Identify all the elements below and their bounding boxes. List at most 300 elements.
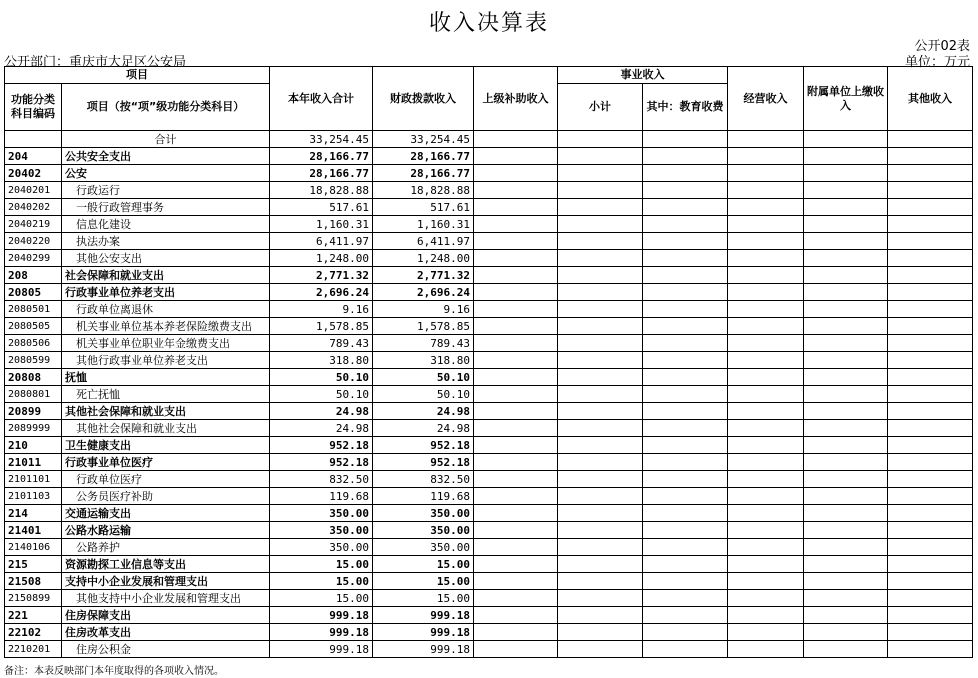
row-subtotal	[558, 267, 643, 284]
row-code: 208	[5, 267, 62, 284]
row-superior	[474, 352, 558, 369]
row-fiscal: 119.68	[373, 488, 474, 505]
row-affiliated	[804, 505, 888, 522]
row-superior	[474, 556, 558, 573]
row-operating	[728, 573, 804, 590]
row-subtotal	[558, 369, 643, 386]
row-affiliated	[804, 386, 888, 403]
row-code: 2040219	[5, 216, 62, 233]
row-code: 2089999	[5, 420, 62, 437]
row-subtotal	[558, 539, 643, 556]
row-affiliated	[804, 590, 888, 607]
row-edu	[643, 437, 728, 454]
row-affiliated	[804, 522, 888, 539]
row-subtotal	[558, 454, 643, 471]
row-operating	[728, 505, 804, 522]
row-total: 2,696.24	[270, 284, 373, 301]
row-name: 其他支持中小企业发展和管理支出	[62, 590, 270, 607]
row-name: 住房保障支出	[62, 607, 270, 624]
row-code: 214	[5, 505, 62, 522]
row-superior	[474, 335, 558, 352]
row-subtotal	[558, 216, 643, 233]
row-fiscal: 1,248.00	[373, 250, 474, 267]
row-edu	[643, 199, 728, 216]
row-total: 999.18	[270, 607, 373, 624]
row-other	[888, 216, 973, 233]
row-fiscal: 18,828.88	[373, 182, 474, 199]
table-row	[5, 233, 973, 250]
row-total: 1,248.00	[270, 250, 373, 267]
row-edu	[643, 250, 728, 267]
row-other	[888, 641, 973, 658]
row-superior	[474, 590, 558, 607]
row-affiliated	[804, 471, 888, 488]
row-total: 999.18	[270, 641, 373, 658]
row-name: 住房公积金	[62, 641, 270, 658]
table-row	[5, 505, 973, 522]
row-affiliated	[804, 556, 888, 573]
row-superior	[474, 369, 558, 386]
row-name: 公共安全支出	[62, 148, 270, 165]
row-edu	[643, 471, 728, 488]
row-edu	[643, 267, 728, 284]
row-fiscal: 999.18	[373, 624, 474, 641]
row-edu	[643, 369, 728, 386]
table-row	[5, 386, 973, 403]
row-name: 行政运行	[62, 182, 270, 199]
row-code: 2080505	[5, 318, 62, 335]
row-edu	[643, 454, 728, 471]
row-subtotal	[558, 284, 643, 301]
row-subtotal	[558, 437, 643, 454]
row-edu	[643, 386, 728, 403]
table-row	[5, 539, 973, 556]
row-subtotal	[558, 165, 643, 182]
row-affiliated	[804, 335, 888, 352]
row-operating	[728, 199, 804, 216]
row-operating	[728, 437, 804, 454]
row-total: 33,254.45	[270, 131, 373, 148]
row-affiliated	[804, 454, 888, 471]
row-affiliated	[804, 267, 888, 284]
row-subtotal	[558, 199, 643, 216]
row-code: 204	[5, 148, 62, 165]
row-code: 21401	[5, 522, 62, 539]
row-edu	[643, 624, 728, 641]
table-body	[5, 131, 973, 658]
row-subtotal	[558, 318, 643, 335]
row-edu	[643, 131, 728, 148]
row-operating	[728, 471, 804, 488]
row-operating	[728, 216, 804, 233]
row-affiliated	[804, 216, 888, 233]
row-edu	[643, 403, 728, 420]
table-row	[5, 403, 973, 420]
row-edu	[643, 488, 728, 505]
header-fiscal: 财政拨款收入	[373, 67, 474, 131]
row-affiliated	[804, 318, 888, 335]
row-total: 952.18	[270, 437, 373, 454]
row-total: 789.43	[270, 335, 373, 352]
row-total: 24.98	[270, 420, 373, 437]
row-affiliated	[804, 165, 888, 182]
row-name: 公路养护	[62, 539, 270, 556]
row-name: 公路水路运输	[62, 522, 270, 539]
row-code: 215	[5, 556, 62, 573]
row-superior	[474, 148, 558, 165]
row-subtotal	[558, 590, 643, 607]
row-subtotal	[558, 352, 643, 369]
row-total: 24.98	[270, 403, 373, 420]
table-row	[5, 318, 973, 335]
row-affiliated	[804, 131, 888, 148]
row-operating	[728, 556, 804, 573]
row-superior	[474, 131, 558, 148]
table-row	[5, 420, 973, 437]
row-superior	[474, 454, 558, 471]
row-superior	[474, 386, 558, 403]
row-operating	[728, 641, 804, 658]
row-code: 2080599	[5, 352, 62, 369]
row-other	[888, 352, 973, 369]
row-name: 行政事业单位医疗	[62, 454, 270, 471]
table-row	[5, 165, 973, 182]
row-name: 一般行政管理事务	[62, 199, 270, 216]
row-code: 2080506	[5, 335, 62, 352]
row-code: 2150899	[5, 590, 62, 607]
row-operating	[728, 420, 804, 437]
table-row	[5, 148, 973, 165]
row-total: 2,771.32	[270, 267, 373, 284]
row-edu	[643, 165, 728, 182]
header-code: 功能分类科目编码	[5, 84, 62, 131]
row-subtotal	[558, 573, 643, 590]
row-fiscal: 952.18	[373, 437, 474, 454]
row-operating	[728, 403, 804, 420]
row-superior	[474, 199, 558, 216]
row-fiscal: 350.00	[373, 505, 474, 522]
row-superior	[474, 250, 558, 267]
table-row	[5, 131, 973, 148]
row-other	[888, 131, 973, 148]
header-affiliated: 附属单位上缴收入	[804, 67, 888, 131]
row-total: 15.00	[270, 556, 373, 573]
row-other	[888, 250, 973, 267]
row-name: 行政事业单位养老支出	[62, 284, 270, 301]
row-operating	[728, 352, 804, 369]
row-other	[888, 573, 973, 590]
row-affiliated	[804, 301, 888, 318]
row-operating	[728, 318, 804, 335]
row-name: 住房改革支出	[62, 624, 270, 641]
table-row	[5, 454, 973, 471]
header-superior: 上级补助收入	[474, 67, 558, 131]
row-superior	[474, 539, 558, 556]
row-other	[888, 284, 973, 301]
row-total: 350.00	[270, 505, 373, 522]
row-other	[888, 505, 973, 522]
row-name: 支持中小企业发展和管理支出	[62, 573, 270, 590]
row-name: 机关事业单位基本养老保险缴费支出	[62, 318, 270, 335]
row-total: 832.50	[270, 471, 373, 488]
row-operating	[728, 590, 804, 607]
row-edu	[643, 284, 728, 301]
header-operating: 经营收入	[728, 67, 804, 131]
row-other	[888, 624, 973, 641]
row-other	[888, 471, 973, 488]
row-superior	[474, 165, 558, 182]
row-other	[888, 318, 973, 335]
row-code: 2140106	[5, 539, 62, 556]
row-total: 517.61	[270, 199, 373, 216]
row-superior	[474, 216, 558, 233]
form-code: 公开02表	[914, 39, 970, 54]
row-superior	[474, 624, 558, 641]
row-code: 210	[5, 437, 62, 454]
row-operating	[728, 131, 804, 148]
row-fiscal: 9.16	[373, 301, 474, 318]
row-subtotal	[558, 420, 643, 437]
row-fiscal: 15.00	[373, 573, 474, 590]
row-code	[5, 131, 62, 148]
row-fiscal: 28,166.77	[373, 148, 474, 165]
row-code: 221	[5, 607, 62, 624]
row-edu	[643, 216, 728, 233]
row-name: 其他社会保障和就业支出	[62, 420, 270, 437]
row-name: 机关事业单位职业年金缴费支出	[62, 335, 270, 352]
row-fiscal: 50.10	[373, 386, 474, 403]
row-total: 999.18	[270, 624, 373, 641]
table-row	[5, 335, 973, 352]
row-total: 350.00	[270, 522, 373, 539]
row-operating	[728, 148, 804, 165]
row-fiscal: 24.98	[373, 403, 474, 420]
row-fiscal: 350.00	[373, 539, 474, 556]
row-operating	[728, 335, 804, 352]
row-operating	[728, 233, 804, 250]
row-other	[888, 199, 973, 216]
row-fiscal: 6,411.97	[373, 233, 474, 250]
row-total: 350.00	[270, 539, 373, 556]
row-fiscal: 999.18	[373, 607, 474, 624]
row-superior	[474, 607, 558, 624]
table-row	[5, 182, 973, 199]
row-total: 1,160.31	[270, 216, 373, 233]
row-edu	[643, 352, 728, 369]
row-subtotal	[558, 556, 643, 573]
row-fiscal: 517.61	[373, 199, 474, 216]
row-superior	[474, 505, 558, 522]
row-affiliated	[804, 199, 888, 216]
row-edu	[643, 573, 728, 590]
row-operating	[728, 267, 804, 284]
row-name: 交通运输支出	[62, 505, 270, 522]
row-code: 2210201	[5, 641, 62, 658]
row-subtotal	[558, 335, 643, 352]
row-edu	[643, 522, 728, 539]
row-affiliated	[804, 352, 888, 369]
row-fiscal: 24.98	[373, 420, 474, 437]
row-fiscal: 2,696.24	[373, 284, 474, 301]
row-affiliated	[804, 369, 888, 386]
row-affiliated	[804, 641, 888, 658]
row-total: 15.00	[270, 590, 373, 607]
row-name: 信息化建设	[62, 216, 270, 233]
row-operating	[728, 182, 804, 199]
row-fiscal: 350.00	[373, 522, 474, 539]
table-row	[5, 573, 973, 590]
row-code: 22102	[5, 624, 62, 641]
table-row	[5, 641, 973, 658]
row-superior	[474, 267, 558, 284]
row-fiscal: 789.43	[373, 335, 474, 352]
row-other	[888, 420, 973, 437]
row-operating	[728, 386, 804, 403]
row-operating	[728, 369, 804, 386]
row-name: 死亡抚恤	[62, 386, 270, 403]
row-subtotal	[558, 386, 643, 403]
row-other	[888, 165, 973, 182]
row-fiscal: 318.80	[373, 352, 474, 369]
row-operating	[728, 539, 804, 556]
row-code: 21508	[5, 573, 62, 590]
row-edu	[643, 148, 728, 165]
row-total: 1,578.85	[270, 318, 373, 335]
row-superior	[474, 301, 558, 318]
table-row	[5, 216, 973, 233]
row-operating	[728, 284, 804, 301]
row-affiliated	[804, 488, 888, 505]
row-affiliated	[804, 250, 888, 267]
table-row	[5, 352, 973, 369]
row-edu	[643, 556, 728, 573]
row-operating	[728, 488, 804, 505]
row-subtotal	[558, 403, 643, 420]
row-affiliated	[804, 403, 888, 420]
row-operating	[728, 624, 804, 641]
row-edu	[643, 607, 728, 624]
table-row	[5, 590, 973, 607]
row-affiliated	[804, 182, 888, 199]
header-edu: 其中：教育收费	[643, 84, 728, 131]
row-code: 2040299	[5, 250, 62, 267]
row-superior	[474, 318, 558, 335]
row-affiliated	[804, 573, 888, 590]
row-total: 50.10	[270, 386, 373, 403]
row-other	[888, 590, 973, 607]
row-affiliated	[804, 233, 888, 250]
row-affiliated	[804, 607, 888, 624]
header-subtotal: 小计	[558, 84, 643, 131]
row-code: 20805	[5, 284, 62, 301]
row-superior	[474, 522, 558, 539]
row-other	[888, 454, 973, 471]
row-superior	[474, 233, 558, 250]
row-fiscal: 15.00	[373, 556, 474, 573]
row-other	[888, 539, 973, 556]
income-table	[4, 66, 973, 658]
row-subtotal	[558, 624, 643, 641]
row-other	[888, 335, 973, 352]
row-superior	[474, 437, 558, 454]
table-row	[5, 369, 973, 386]
row-other	[888, 488, 973, 505]
row-other	[888, 301, 973, 318]
row-edu	[643, 539, 728, 556]
row-other	[888, 267, 973, 284]
row-fiscal: 15.00	[373, 590, 474, 607]
row-edu	[643, 505, 728, 522]
footnote: 备注：本表反映部门本年度取得的各项收入情况。	[4, 666, 224, 677]
row-operating	[728, 165, 804, 182]
row-code: 21011	[5, 454, 62, 471]
row-edu	[643, 301, 728, 318]
row-code: 20899	[5, 403, 62, 420]
row-total: 28,166.77	[270, 148, 373, 165]
row-edu	[643, 590, 728, 607]
row-total: 28,166.77	[270, 165, 373, 182]
row-name: 行政单位医疗	[62, 471, 270, 488]
row-fiscal: 28,166.77	[373, 165, 474, 182]
row-fiscal: 1,160.31	[373, 216, 474, 233]
row-affiliated	[804, 624, 888, 641]
row-name: 执法办案	[62, 233, 270, 250]
row-subtotal	[558, 488, 643, 505]
table-row	[5, 301, 973, 318]
row-total: 318.80	[270, 352, 373, 369]
row-name: 合计	[62, 131, 270, 148]
header-total: 本年收入合计	[270, 67, 373, 131]
row-superior	[474, 420, 558, 437]
row-edu	[643, 335, 728, 352]
row-subtotal	[558, 522, 643, 539]
header-item: 项目	[5, 67, 270, 84]
row-other	[888, 233, 973, 250]
row-edu	[643, 233, 728, 250]
row-total: 952.18	[270, 454, 373, 471]
row-operating	[728, 454, 804, 471]
row-name: 其他公安支出	[62, 250, 270, 267]
row-fiscal: 999.18	[373, 641, 474, 658]
row-operating	[728, 301, 804, 318]
row-total: 18,828.88	[270, 182, 373, 199]
department-label: 公开部门：重庆市大足区公安局	[4, 55, 187, 70]
row-fiscal: 2,771.32	[373, 267, 474, 284]
row-total: 119.68	[270, 488, 373, 505]
row-other	[888, 148, 973, 165]
row-name: 公安	[62, 165, 270, 182]
row-name: 行政单位离退休	[62, 301, 270, 318]
row-name: 抚恤	[62, 369, 270, 386]
row-total: 9.16	[270, 301, 373, 318]
row-superior	[474, 573, 558, 590]
row-code: 2101103	[5, 488, 62, 505]
row-code: 2040220	[5, 233, 62, 250]
row-code: 20402	[5, 165, 62, 182]
row-code: 2080501	[5, 301, 62, 318]
row-code: 2040202	[5, 199, 62, 216]
table-row	[5, 607, 973, 624]
row-operating	[728, 250, 804, 267]
row-affiliated	[804, 148, 888, 165]
row-edu	[643, 318, 728, 335]
row-edu	[643, 641, 728, 658]
table-row	[5, 267, 973, 284]
row-name: 社会保障和就业支出	[62, 267, 270, 284]
table-row	[5, 199, 973, 216]
row-subtotal	[558, 131, 643, 148]
row-fiscal: 952.18	[373, 454, 474, 471]
